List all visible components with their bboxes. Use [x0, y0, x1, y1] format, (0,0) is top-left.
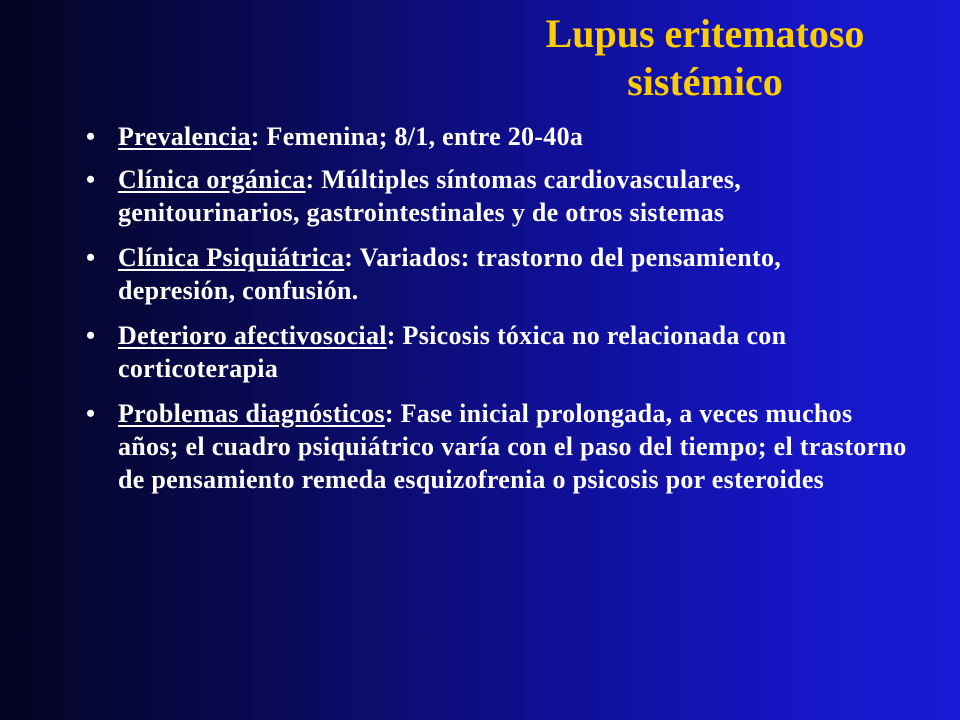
bullet-list	[86, 120, 906, 503]
bullet-term: Clínica Psiquiátrica	[118, 243, 345, 272]
bullet-dot-icon: •	[86, 399, 96, 428]
slide-title	[470, 10, 940, 106]
bullet-text: : Psicosis tóxica no relacionada con corticoterapia	[118, 321, 787, 383]
bullet-item-clinica-psiquiatrica	[86, 241, 898, 307]
bullet-item-problemas-diagnosticos	[86, 397, 908, 496]
bullet-dot-icon: •	[86, 165, 96, 194]
title-line-2: sistémico	[627, 59, 783, 104]
bullet-term: Prevalencia	[118, 122, 251, 151]
bullet-text: : Variados: trastorno del pensamiento, depresión, confusión.	[118, 243, 782, 305]
bullet-dot-icon: •	[86, 243, 96, 272]
bullet-item-clinica-organica	[86, 163, 758, 229]
title-line-1: Lupus eritematoso	[545, 11, 865, 56]
bullet-term: Problemas diagnósticos	[118, 399, 385, 428]
bullet-item-deterioro-afectivosocial	[86, 319, 838, 385]
bullet-dot-icon: •	[86, 122, 96, 151]
bullet-dot-icon: •	[86, 321, 96, 350]
bullet-term: Clínica orgánica	[118, 165, 306, 194]
bullet-term: Deterioro afectivosocial	[118, 321, 387, 350]
bullet-text: : Múltiples síntomas cardiovasculares, genitourinarios, gastrointestinales y de otros sistemas	[118, 165, 742, 227]
bullet-text: : Femenina; 8/1, entre 20-40a	[250, 122, 584, 151]
bullet-item-prevalencia	[86, 120, 906, 153]
bullet-text: : Fase inicial prolongada, a veces muchos años; el cuadro psiquiátrico varía con el paso del tiempo; el trastorno de pensamiento remeda esquizofrenia o psicosis por esteroides	[118, 399, 907, 494]
